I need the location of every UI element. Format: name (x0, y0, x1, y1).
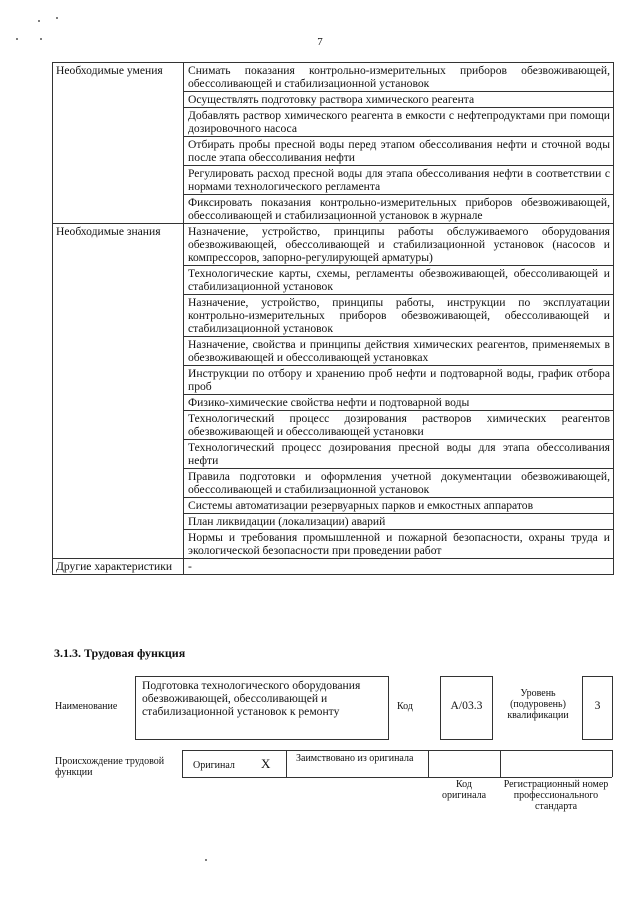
requirement-item: Технологический процесс дозирования пресной воды для этапа обессоливания нефти (184, 440, 614, 469)
requirement-item: Назначение, свойства и принципы действия химических реагентов, применяемых в обезвоживающей и обессоливающей установках (184, 337, 614, 366)
requirement-item: Нормы и требования промышленной и пожарной безопасности, охраны труда и экологической безопасности при проведении работ (184, 530, 614, 559)
scan-speck (40, 38, 42, 40)
original-label: Оригинал (193, 760, 235, 771)
origin-row-top (182, 750, 612, 751)
origin-row-divider (428, 750, 429, 777)
requirement-item: План ликвидации (локализации) аварий (184, 514, 614, 530)
requirement-item: Регулировать расход пресной воды для этапа обессоливания нефти в соответствии с нормами технологического регламента (184, 166, 614, 195)
requirements-table (52, 62, 614, 575)
row-label: Необходимые умения (53, 63, 184, 224)
table-row (53, 559, 614, 575)
code-original-caption: Код оригинала (441, 779, 487, 801)
requirement-item: Назначение, устройство, принципы работы, инструкции по эксплуатации контрольно-измерительных приборов обезвоживающей, обессоливающей и стабилизационной установок (184, 295, 614, 337)
requirement-item: - (184, 559, 614, 575)
origin-row-divider (286, 750, 287, 777)
section-title: 3.1.3. Трудовая функция (54, 646, 186, 660)
code-value: A/03.3 (450, 699, 483, 712)
code-value-box (440, 676, 493, 740)
requirement-item: Фиксировать показания контрольно-измерительных приборов обезвоживающей, обессоливающей и стабилизационной установок в журнале (184, 195, 614, 224)
code-label: Код (397, 701, 413, 712)
reg-number-caption: Регистрационный номер профессионального стандарта (503, 779, 609, 812)
origin-row-bottom (182, 777, 612, 778)
origin-row-divider (182, 750, 183, 777)
scan-speck (16, 38, 18, 40)
requirement-item: Осуществлять подготовку раствора химического реагента (184, 92, 614, 108)
requirement-item: Снимать показания контрольно-измерительных приборов обезвоживающей, обессоливающей и стабилизационной установок (184, 63, 614, 92)
origin-row-divider (612, 750, 613, 777)
table-row (53, 224, 614, 266)
requirement-item: Инструкции по отбору и хранению проб нефти и подтоварной воды, график отбора проб (184, 366, 614, 395)
name-label: Наименование (55, 701, 118, 712)
name-value-box (135, 676, 389, 740)
borrowed-label: Заимствовано из оригинала (296, 753, 414, 764)
level-value: 3 (594, 699, 601, 712)
requirement-item: Отбирать пробы пресной воды перед этапом обессоливания нефти и сточной воды после этапа обессоливания нефти (184, 137, 614, 166)
requirement-item: Технологический процесс дозирования растворов химических реагентов обезвоживающей и обессоливающей установки (184, 411, 614, 440)
name-value: Подготовка технологического оборудования обезвоживающей, обессоливающей и стабилизационной установок к ремонту (142, 679, 361, 718)
requirement-item: Правила подготовки и оформления учетной документации обезвоживающей, обессоливающей и стабилизационной установок (184, 469, 614, 498)
requirement-item: Добавлять раствор химического реагента в емкости с нефтепродуктами при помощи дозировочного насоса (184, 108, 614, 137)
level-label: Уровень (подуровень) квалификации (507, 688, 569, 721)
scan-speck (205, 859, 207, 861)
row-label: Необходимые знания (53, 224, 184, 559)
requirement-item: Назначение, устройство, принципы работы обслуживаемого оборудования обезвоживающей, обессоливающей и стабилизационной установок (насосов и компрессоров, запорно-регулирующей арматуры) (184, 224, 614, 266)
requirement-item: Системы автоматизации резервуарных парков и емкостных аппаратов (184, 498, 614, 514)
original-mark: X (261, 756, 271, 771)
scan-speck (56, 17, 58, 19)
scan-speck (38, 20, 40, 22)
table-row (53, 63, 614, 92)
requirement-item: Физико-химические свойства нефти и подтоварной воды (184, 395, 614, 411)
level-value-box (582, 676, 613, 740)
origin-row-divider (500, 750, 501, 777)
requirement-item: Технологические карты, схемы, регламенты обезвоживающей, обессоливающей и стабилизационной установок (184, 266, 614, 295)
origin-label: Происхождение трудовой функции (55, 756, 165, 778)
page-number: 7 (317, 36, 323, 48)
row-label: Другие характеристики (53, 559, 184, 575)
